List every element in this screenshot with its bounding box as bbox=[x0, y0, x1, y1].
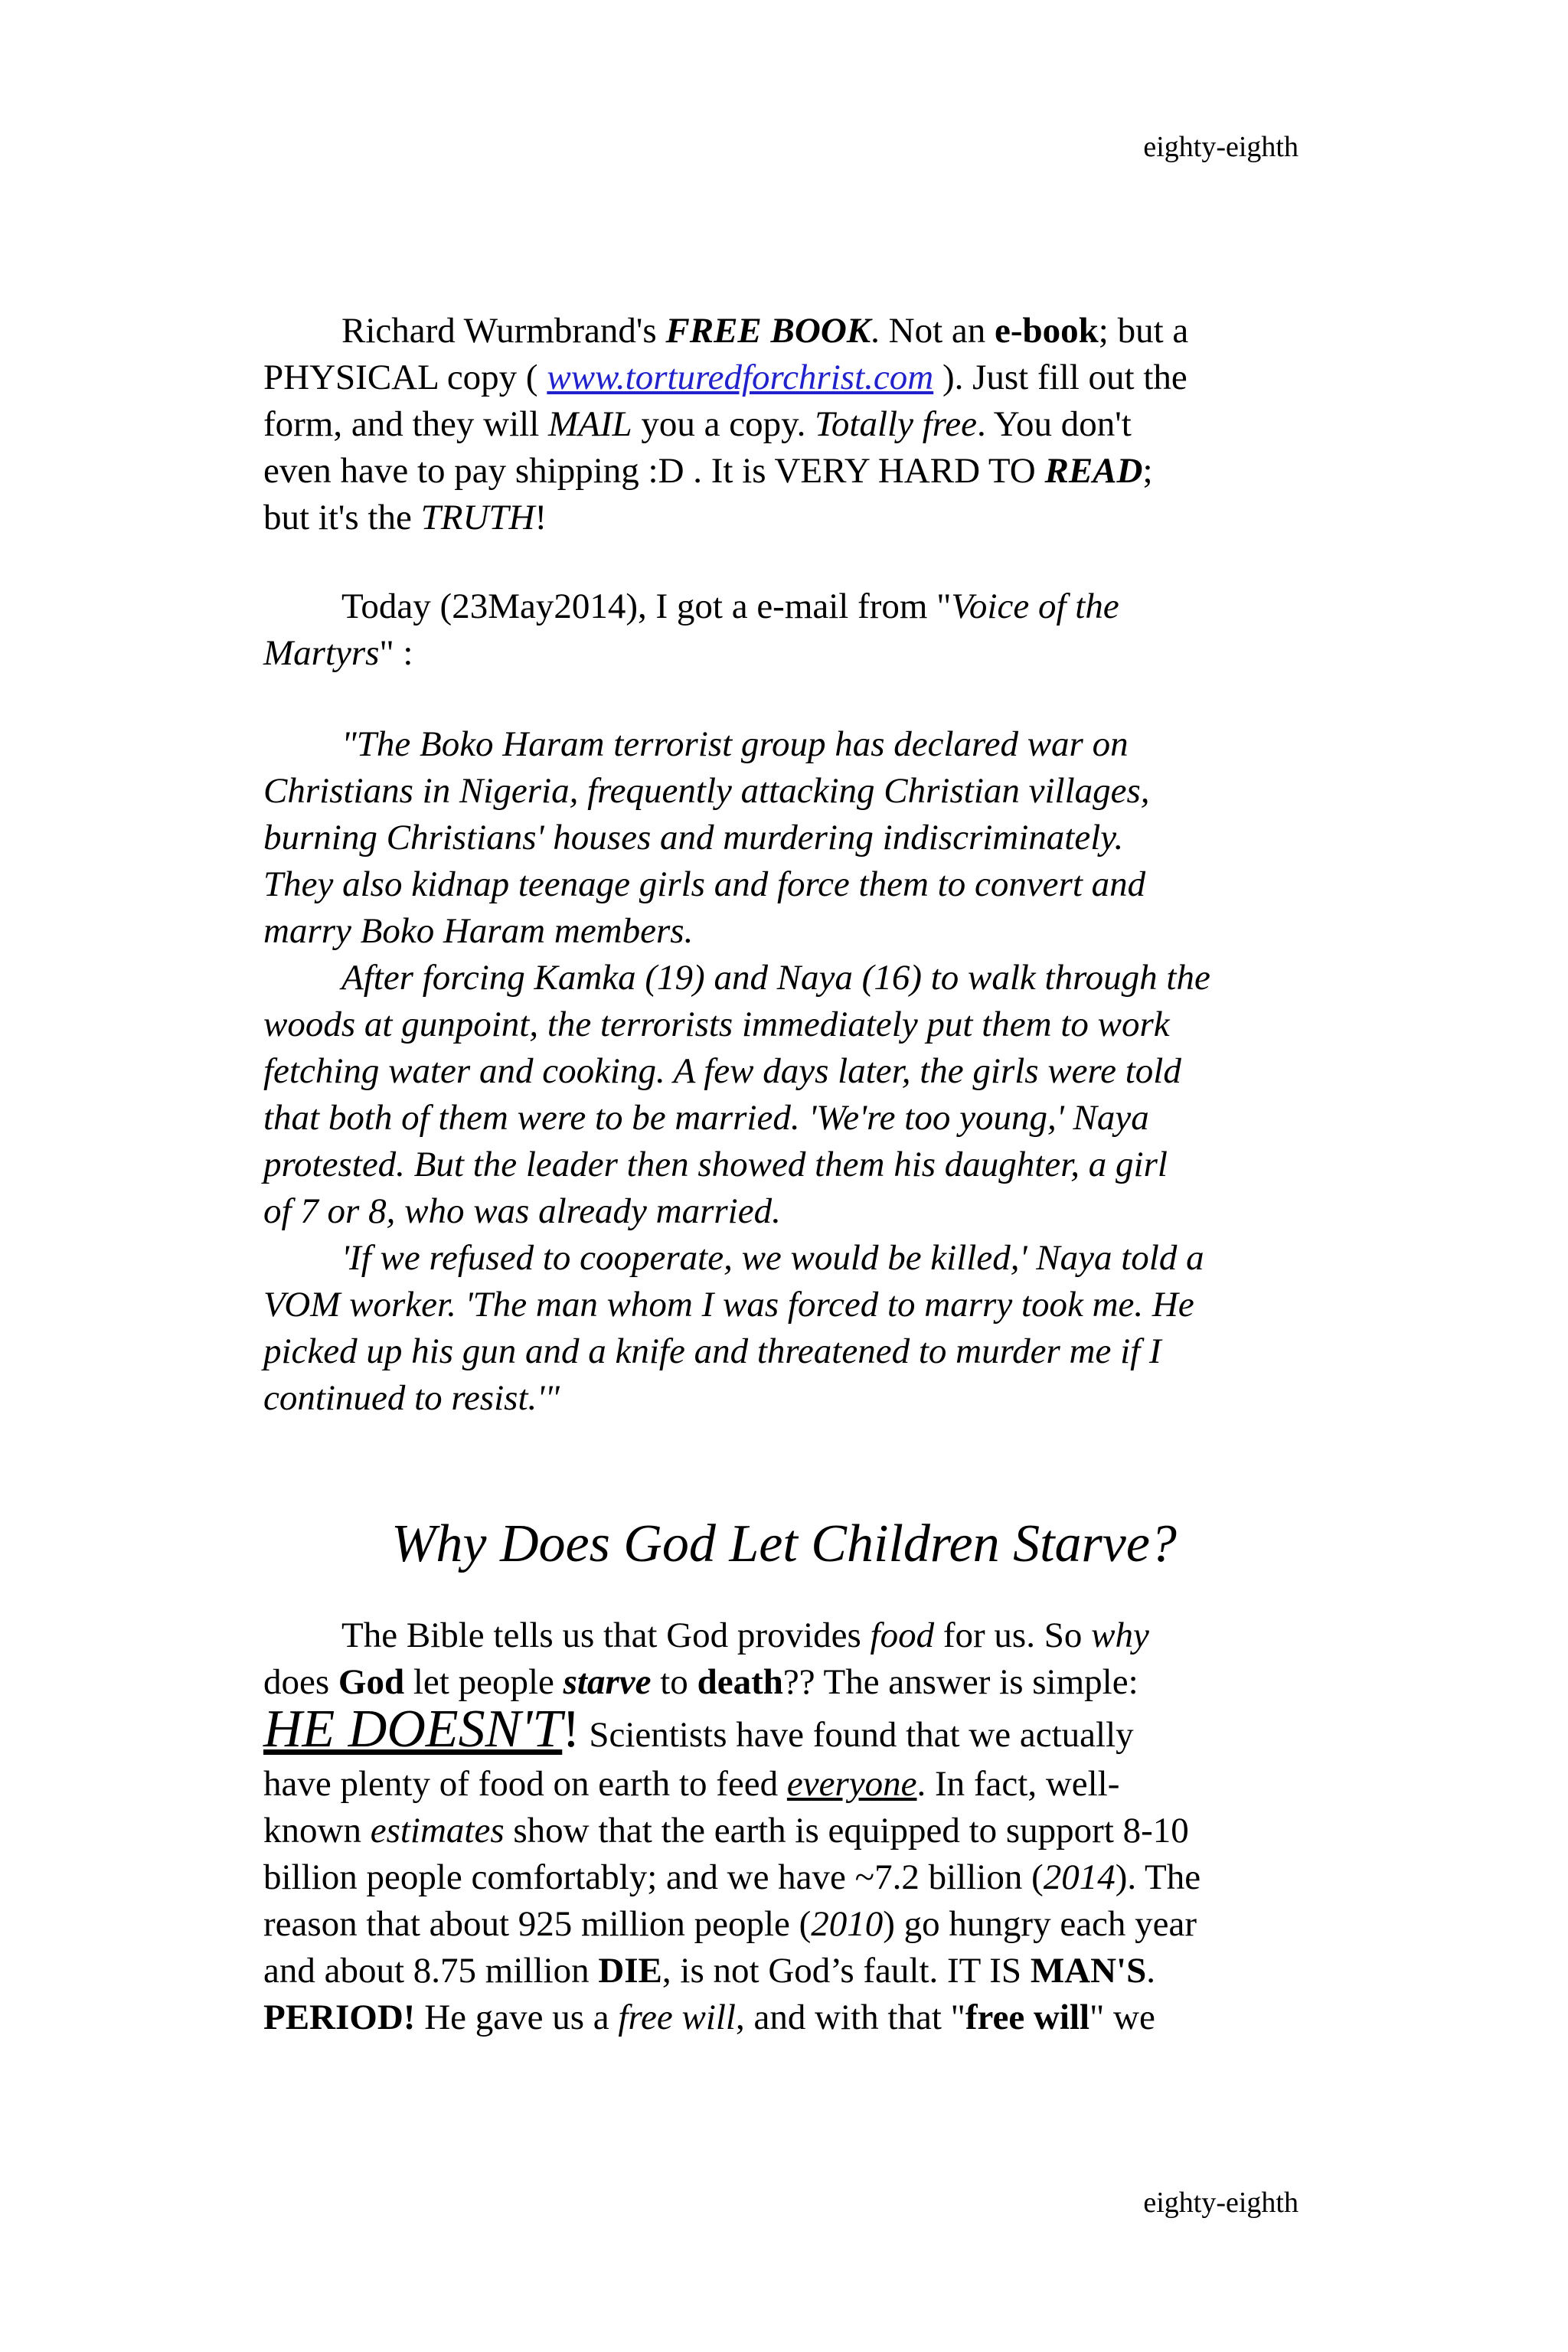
free-book-emphasis: FREE BOOK bbox=[665, 311, 871, 351]
paragraph-free-book: Richard Wurmbrand's FREE BOOK. Not an e-book; but a PHYSICAL copy ( www.torturedforchrist.com ). Just fill out the form, and they will MAIL you a copy. Totally free. You don't even have to pay shipping :D . It is VERY HARD TO READ; but it's the TRUTH! bbox=[263, 311, 1189, 537]
quote-line: 'If we refused to cooperate, we would be killed,' Naya told a bbox=[341, 1238, 1204, 1278]
quote-line: They also kidnap teenage girls and force them to convert and bbox=[263, 864, 1146, 904]
quoted-email bbox=[263, 721, 1320, 1422]
quote-line: woods at gunpoint, the terrorists immediately put them to work bbox=[263, 1004, 1170, 1044]
quote-line: protested. But the leader then showed them his daughter, a girl bbox=[263, 1145, 1168, 1184]
quote-line: marry Boko Haram members. bbox=[263, 911, 694, 951]
tortured-for-christ-link[interactable]: www.torturedforchrist.com bbox=[547, 358, 934, 397]
page-number-top: eighty-eighth bbox=[1143, 131, 1298, 163]
quote-line: continued to resist.'" bbox=[263, 1378, 560, 1418]
quote-line: Christians in Nigeria, frequently attacking Christian villages, bbox=[263, 771, 1150, 811]
quote-line: VOM worker. 'The man whom I was forced to marry took me. He bbox=[263, 1285, 1194, 1325]
quote-line: picked up his gun and a knife and threatened to murder me if I bbox=[263, 1331, 1161, 1371]
paragraph-starvation: The Bible tells us that God provides food for us. So why does God let people starve to death?? The answer is simple: HE DOESN'T! Scientists have found that we actually have plenty of food on earth to feed everyone. In fact, well- known estimates show that the earth is equipped to support 8-10 billion people comfortably; and we have ~7.2 billion (2014). The reason that about 925 million people (2010) go hungry each year and about 8.75 million DIE, is not God’s fault. IT IS MAN'S. PERIOD! He gave us a free will, and with that "free will" we bbox=[263, 1615, 1201, 2037]
quote-line: After forcing Kamka (19) and Naya (16) to walk through the bbox=[341, 958, 1210, 998]
paragraph-vom-email: Today (23May2014), I got a e-mail from "Voice of the Martyrs" : bbox=[263, 586, 1119, 673]
quote-line: burning Christians' houses and murdering indiscriminately. bbox=[263, 818, 1124, 858]
quote-line: "The Boko Haram terrorist group has declared war on bbox=[341, 724, 1129, 764]
page-number-bottom: eighty-eighth bbox=[1143, 2187, 1298, 2219]
quote-line: of 7 or 8, who was already married. bbox=[263, 1191, 781, 1231]
quote-line: that both of them were to be married. 'We're too young,' Naya bbox=[263, 1098, 1149, 1138]
quote-line: fetching water and cooking. A few days later, the girls were told bbox=[263, 1051, 1181, 1091]
he-doesnt-emphasis: HE DOESN'T bbox=[263, 1700, 563, 1759]
section-heading: Why Does God Let Children Starve? bbox=[391, 1514, 1177, 1573]
